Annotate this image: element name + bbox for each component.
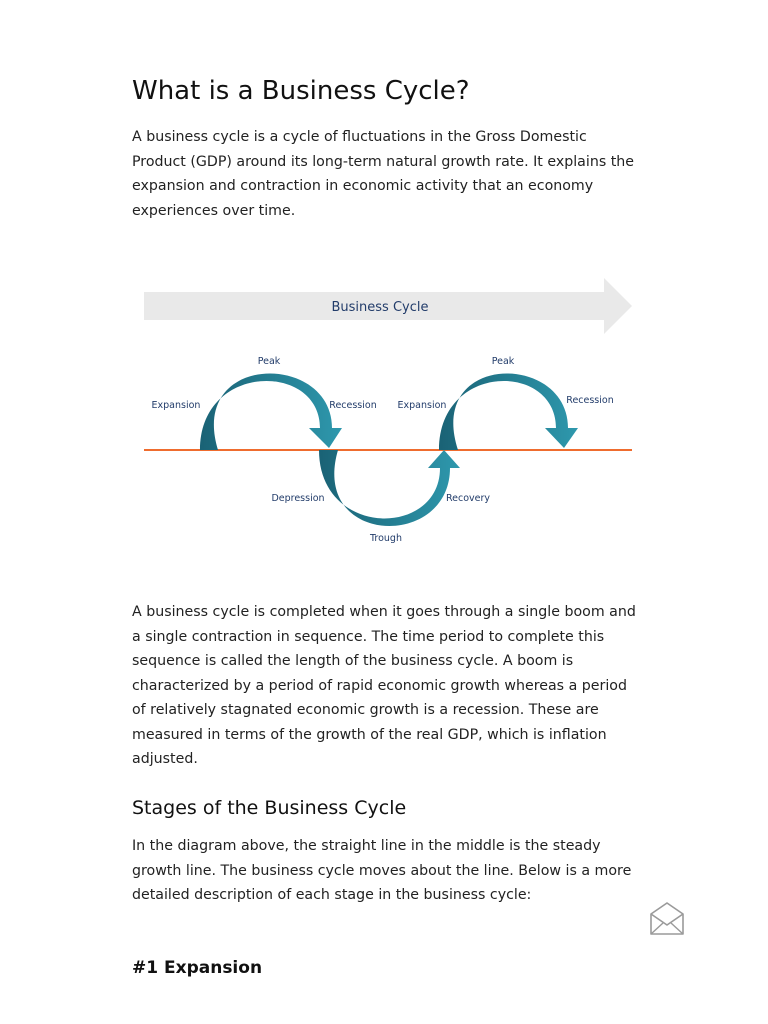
label-trough: Trough [370,533,402,544]
body-paragraph: A business cycle is completed when it goes through a single boom and a single contraction in sequence. The time period to complete this sequence is called the length of the business cycle. A boom is characterized by a period of rapid economic growth whereas a period of relatively stagnated economic growth is a recession. These are measured in terms of the growth of the real GDP, which is inflation adjusted. [132,604,636,767]
newsletter-button[interactable] [646,898,688,940]
envelope-open-icon [646,898,688,940]
business-cycle-diagram [140,270,640,560]
intro-paragraph: A business cycle is a cycle of fluctuations in the Gross Domestic Product (GDP) around its long-term natural growth rate. It explains the expansion and contraction in economic activity that an economy experiences over time. [132,129,634,219]
section-paragraph: In the diagram above, the straight line in the middle is the steady growth line. The business cycle moves about the line. Below is a more detailed description of each stage in the business cycle: [132,838,632,903]
label-recession-2: Recession [566,395,614,406]
page-title: What is a Business Cycle? [132,76,470,106]
cycle-arrow-peak-1 [200,373,342,450]
label-expansion-1: Expansion [151,400,201,411]
cycle-arrow-peak-2 [439,373,578,450]
label-peak-2: Peak [491,356,515,367]
label-expansion-2: Expansion [397,400,447,411]
label-peak-1: Peak [257,356,281,367]
cycle-arrow-trough [319,450,460,526]
label-recession-1: Recession [329,400,377,411]
label-depression: Depression [271,493,325,504]
banner-label: Business Cycle [331,300,429,315]
subsection-heading: #1 Expansion [132,958,263,978]
section-heading: Stages of the Business Cycle [132,797,407,819]
label-recovery: Recovery [445,493,491,504]
